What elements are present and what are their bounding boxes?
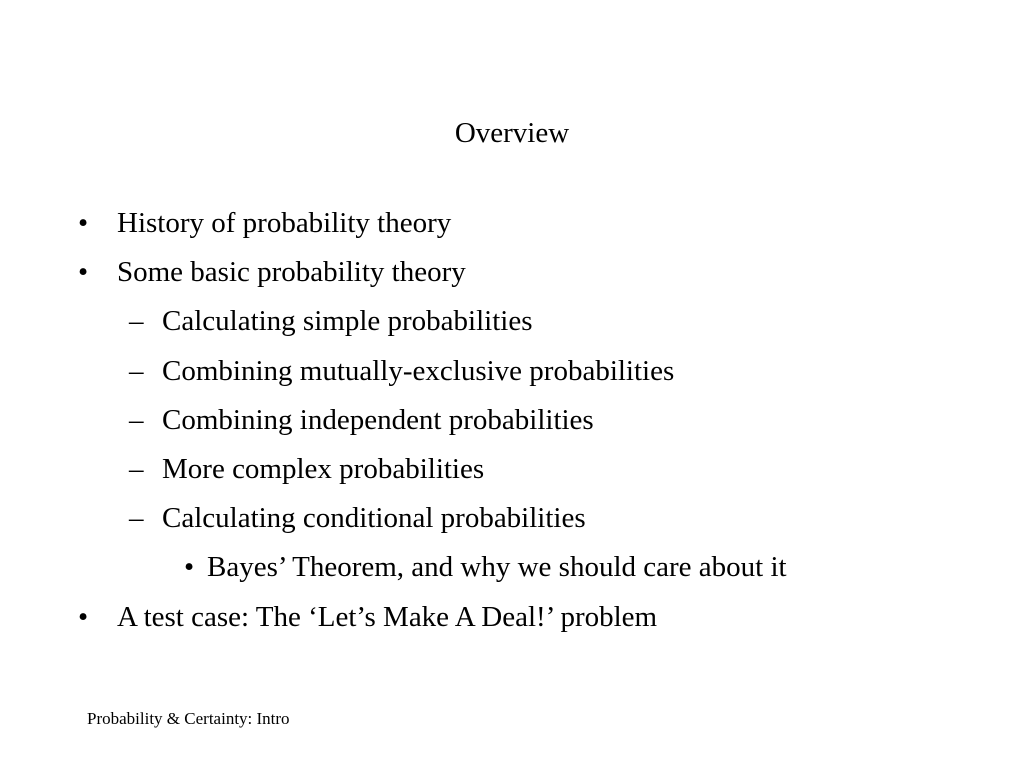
bullet-text: Some basic probability theory <box>117 256 466 289</box>
bullet-text: A test case: The ‘Let’s Make A Deal!’ problem <box>117 600 658 633</box>
slide-title: Overview <box>454 117 570 149</box>
bullet-marker: • <box>78 207 89 239</box>
sub-bullet-text: Combining mutually-exclusive probabilities <box>162 354 675 387</box>
sub-bullet-item-mutually-exclusive <box>0 351 1024 400</box>
bullet-list <box>0 203 1024 646</box>
dash-marker: – <box>129 502 144 535</box>
slide-footer: Probability & Certainty: Intro <box>87 709 290 728</box>
sub-bullet-text: More complex probabilities <box>162 452 485 485</box>
sub-bullet-text: Combining independent probabilities <box>162 403 594 436</box>
bullet-item-history <box>0 203 1024 252</box>
bullet-text: History of probability theory <box>117 207 452 239</box>
sub-bullet-item-complex <box>0 449 1024 498</box>
bullet-item-basic-theory <box>0 252 1024 301</box>
bullet-marker: • <box>78 600 89 633</box>
sub-bullet-item-conditional <box>0 498 1024 547</box>
bullet-marker: • <box>78 256 89 289</box>
sub-sub-bullet-text: Bayes’ Theorem, and why we should care about it <box>207 551 787 584</box>
dash-marker: – <box>129 354 144 387</box>
bullet-item-test-case <box>0 597 1024 646</box>
sub-bullet-item-simple <box>0 301 1024 350</box>
dash-marker: – <box>129 403 144 436</box>
sub-sub-bullet-item-bayes <box>0 547 1024 596</box>
sub-bullet-text: Calculating conditional probabilities <box>162 502 586 535</box>
dash-marker: – <box>129 452 144 485</box>
sub-bullet-text: Calculating simple probabilities <box>162 305 533 338</box>
dash-marker: – <box>129 305 144 338</box>
bullet-marker: • <box>184 551 195 584</box>
sub-bullet-item-independent <box>0 400 1024 449</box>
